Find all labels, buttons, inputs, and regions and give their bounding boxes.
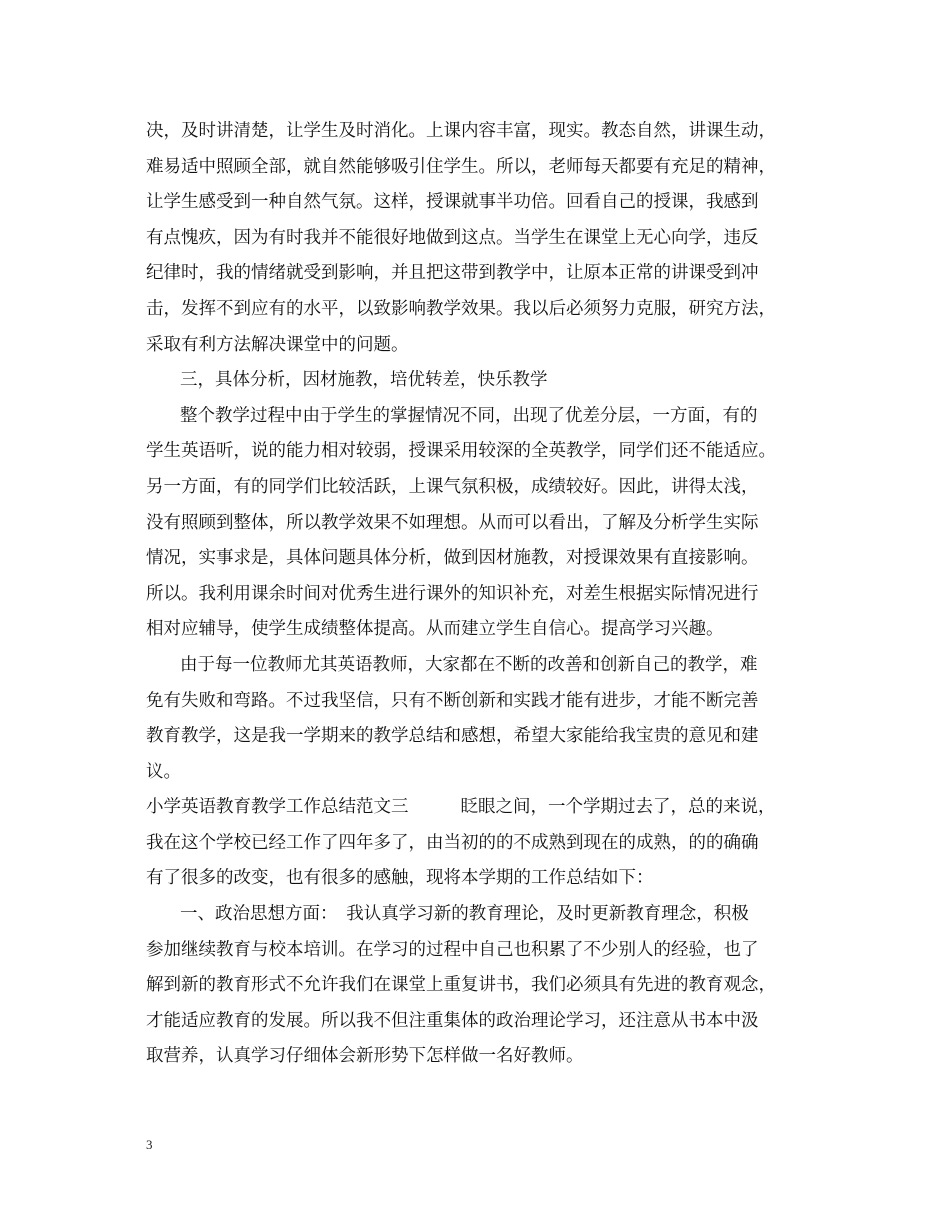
- text-line: 难易适中照顾全部，就自然能够吸引住学生。所以，老师每天都要有充足的精神，: [146, 156, 776, 177]
- section-heading: 一、政治思想方面： 我认真学习新的教育理论，及时更新教育理念，积极: [180, 904, 749, 925]
- text-line: 击，发挥不到应有的水平，以致影响教学效果。我以后必须努力克服，研究方法，: [146, 298, 776, 319]
- text-line: 我在这个学校已经工作了四年多了，由当初的的不成熟到现在的成熟，的的确确: [146, 832, 759, 853]
- article-title-line: [146, 790, 810, 826]
- text-line: 取营养，认真学习仔细体会新形势下怎样做一名好教师。: [146, 1046, 584, 1067]
- document-body: [146, 114, 810, 1075]
- text-line: 免有失败和弯路。不过我坚信，只有不断创新和实践才能有进步，才能不断完善: [146, 690, 759, 711]
- text-line: 决，及时讲清楚，让学生及时消化。上课内容丰富，现实。教态自然，讲课生动，: [146, 121, 776, 141]
- text-line: 另一方面，有的同学们比较活跃，上课气氛积极，成绩较好。因此，讲得太浅，: [146, 476, 759, 497]
- text-line: 解到新的教育形式不允许我们在课堂上重复讲书，我们必须具有先进的教育观念，: [146, 975, 776, 996]
- text-line: 才能适应教育的发展。所以我不但注重集体的政治理论学习，还注意从书本中汲: [146, 1010, 759, 1031]
- text-line: 整个教学过程中由于学生的掌握情况不同，出现了优差分层，一方面，有的: [180, 405, 758, 426]
- text-line: 让学生感受到一种自然气氛。这样，授课就事半功倍。回看自己的授课，我感到: [146, 192, 759, 213]
- article-title: 小学英语教育教学工作总结范文三: [146, 797, 409, 818]
- text-line: 由于每一位教师尤其英语教师，大家都在不断的改善和创新自己的教学，难: [180, 654, 758, 675]
- text-line: 没有照顾到整体，所以教学效果不如理想。从而可以看出，了解及分析学生实际: [146, 512, 759, 533]
- text-line: 有点愧疚，因为有时我并不能很好地做到这点。当学生在课堂上无心向学，违反: [146, 227, 759, 248]
- section-heading: 三，具体分析，因材施教，培优转差，快乐教学: [180, 370, 548, 391]
- text-line: 情况，实事求是，具体问题具体分析，做到因材施教，对授课效果有直接影响。: [146, 548, 759, 569]
- page-number: 3: [146, 1137, 153, 1152]
- text-line: 参加继续教育与校本培训。在学习的过程中自己也积累了不少别人的经验，也了: [146, 939, 759, 960]
- text-line: 议。: [146, 761, 181, 782]
- text-line: 纪律时，我的情绪就受到影响，并且把这带到教学中，让原本正常的讲课受到冲: [146, 263, 759, 284]
- text-line: 相对应辅导，使学生成绩整体提高。从而建立学生自信心。提高学习兴趣。: [146, 619, 724, 640]
- text-line: 有了很多的改变，也有很多的感触，现将本学期的工作总结如下：: [146, 868, 654, 889]
- text-line: 眨眼之间，一个学期过去了，总的来说，: [460, 797, 776, 818]
- text-line: 教育教学，这是我一学期来的教学总结和感想，希望大家能给我宝贵的意见和建: [146, 726, 759, 747]
- text-line: 所以。我利用课余时间对优秀生进行课外的知识补充，对差生根据实际情况进行: [146, 583, 759, 604]
- text-line: 学生英语听，说的能力相对较弱，授课采用较深的全英教学，同学们还不能适应。: [146, 441, 776, 462]
- text-line: 采取有利方法解决课堂中的问题。: [146, 334, 409, 355]
